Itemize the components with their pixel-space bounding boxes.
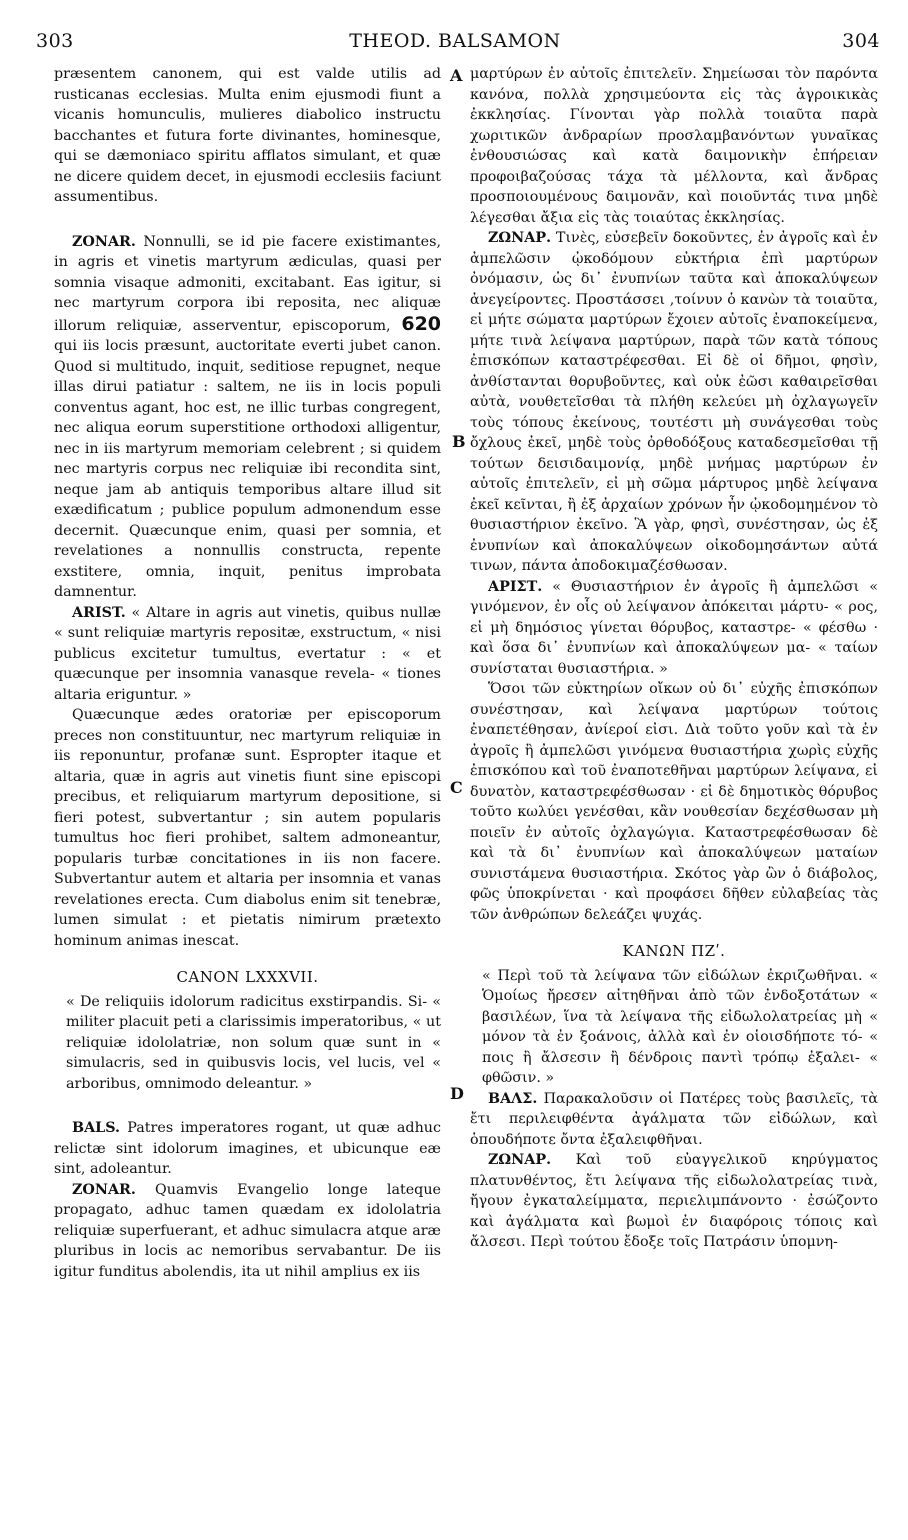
aristenus-text-greek: « Θυσιαστήριον ἐν ἀγροῖς ἢ ἀμπελῶσι « γινόμενον, ἐν οἷς οὐ λείψανον ἀπόκειται μάρτυ- « ρος, εἰ μὴ δημόσιος γίνεται θόρυβος, καταστρε- « φέσθω · καὶ ὅσα δι᾽ ἐνυπνίων καὶ ἀποκαλύψεων μα- « ταίων συνίσταται θυσιαστήρια. »: [470, 578, 878, 677]
greek-paragraph-osoi: Ὅσοι τῶν εὐκτηρίων οἴκων οὐ δι᾽ εὐχῆς ἐπισκόπων συνέστησαν, καὶ λείψανα μαρτύρων τούτοις ἐναπετέθησαν, ἀνίεροί εἰσι. Διὰ τοῦτο γοῦν καὶ τὰ ἐν ἀγροῖς ἢ ἀμπελῶσι γινόμενα θυσιαστήρια χωρὶς εὐχῆς ἐπισκόπου καὶ τοῦ ἐναποτεθῆναι μαρτύρων λείψανα, εἰ δυνατὸν, καταστρεφέσθωσαν · εἰ δὲ δημοτικὸς θόρυβος τοῦτο κωλύει γενέσθαι, κἂν νουθεσίαν δεχέσθωσαν μὴ ποιεῖν ἐν αὐτοῖς ὀχλαγώγια. Καταστρεφέσθωσαν δὲ καὶ τὰ δι᾽ ἐνυπνίων καὶ ἀποκαλύψεων ματαίων συνιστάμενα θυσιαστήρια. Σκότος γὰρ ὢν ὁ διάβολος, φῶς ὑποκρίνεται · καὶ προφάσει δῆθεν εὐλαβείας τὰς τῶν ἀνθρώπων δελεάζει ψυχάς.: [470, 681, 878, 923]
latin-aristenus-commentary: [54, 603, 441, 706]
page-number-right: 304: [842, 30, 880, 52]
canon-text-latin: « De reliquiis idolorum radicitus exstirpandis. Si- « militer placuit peti a clarissimis imperatoribus, « ut reliquiæ idololatriæ, non solum quæ sunt in « simulacris, sed in quibusvis locis, vel lucis, vel « arboribus, omnimodo deleantur. »: [66, 993, 441, 1092]
zonaras-text-2: Quamvis Evangelio longe lateque propagato, adhuc tamen quædam ex idololatria reliquiæ superfuerant, et adhuc simulacra atque aræ pluribus in locis ac nemoribus servabantur. De iis igitur funditus abolendis, ita ut nihil amplius ex iis: [54, 1181, 441, 1280]
column-number-620: 620: [401, 312, 442, 335]
canon-heading-latin: CANON LXXXVII.: [176, 968, 319, 986]
balsamon-label: BALS.: [72, 1120, 121, 1136]
greek-paragraph-1: μαρτύρων ἐν αὐτοῖς ἐπιτελεῖν. Σημείωσαι τὸν παρόντα κανόνα, πολλὰ χρησιμεύοντα εἰς τὰς ἀγροικικὰς ἐκκλησίας. Γίνονται γὰρ πολλὰ τοιαῦτα παρὰ χωριτικῶν ἀνδραρίων προσλαμβανόντων γυναῖκας ἐνθουσιώσας καὶ κατὰ δαιμονικὴν ἐπήρειαν προφοιβαζούσας τάχα τὰ μέλλοντα, καὶ ἄνδρας προσποιουμένους δαιμονᾶν, καὶ ποιοῦντάς τινα μηδὲ λέγεσθαι ἄξια εἰς τὰς τοιαύτας ἐκκλησίας.: [470, 66, 878, 226]
greek-zonaras-commentary: [470, 228, 878, 577]
balsamon-text-greek: Παρακαλοῦσιν οἱ Πατέρες τοὺς βασιλεῖς, τὰ ἔτι περιλειφθέντα ἀγάλματα τῶν εἰδώλων, καὶ ὁπουδήποτε ὄντα ἐξαλειφθῆναι.: [470, 1090, 878, 1148]
latin-zonaras-commentary-2: [54, 1180, 441, 1283]
greek-balsamon-commentary: [470, 1089, 878, 1151]
zonaras-label-2: ZONAR.: [72, 1181, 136, 1198]
zonaras-label-greek-2: ΖΩΝΑΡ.: [488, 1152, 552, 1168]
latin-column: [54, 64, 441, 1282]
zonaras-text-a: Nonnulli, se id pie facere existimantes, in agris et vinetis martyrum ædiculas, quasi per somnia visaque admoniti, excitabant. Eas igitur, si nec martyrum corpora ibi reposita, nec aliquæ illorum reliquiæ, asserventur, episcoporum,: [54, 233, 442, 334]
greek-zonaras-commentary-2: [470, 1150, 878, 1253]
page-number-left: 303: [36, 30, 74, 52]
aristenus-label: ARIST.: [72, 604, 126, 621]
margin-mark-c: C: [450, 778, 463, 797]
latin-paragraph-1: præsentem canonem, qui est valde utilis ad rusticanas ecclesias. Multa enim ejusmodi fiunt a vicanis homunculis, mulieres diabolico instructu bacchantes et futura forte divinantes, hominesque, qui se dæmoniaco spiritu afflatos simulant, et quæ ne dicere quidem decet, in ejusmodi ecclesiis faciunt assumentibus.: [54, 66, 441, 205]
aristenus-text: « Altare in agris aut vinetis, quibus nullæ « sunt reliquiæ martyris repositæ, exstructum, « nisi publicus excitetur tumultus, evertatur : « et quæcunque per insomnia vanasque revela- « tiones altaria eriguntur. »: [54, 604, 442, 703]
running-title: THEOD. BALSAMON: [349, 30, 561, 52]
zonaras-label-greek: ΖΩΝΑΡ.: [488, 230, 552, 246]
page-header: [30, 30, 880, 56]
zonaras-text-greek: Τινὲς, εὐσεβεῖν δοκοῦντες, ἐν ἀγροῖς καὶ ἐν ἀμπελῶσιν ᾠκοδόμουν εὐκτήρια ἐπὶ μαρτύρων ὀνόμασιν, ὡς δι᾽ ἐνυπνίων ταῦτα καὶ ἀποκαλύψεων ἀνεγείροντες. Προστάσσει ,τοίνυν ὁ κανὼν τὰ τοιαῦτα, εἰ μήτε σώματα μαρτύρων ἔχοιεν αὐτοῖς ἐναποκείμενα, μήτε τινὰ λείψανα μαρτύρων, παρὰ τῶν κατὰ τόπους ἐπισκόπων καταστρέφεσθαι. Εἰ δὲ οἱ δῆμοι, φησὶν, ἀνθίστανται θορυβοῦντες, καὶ οὐκ ἐῶσι καθαιρεῖσθαι αὐτὰ, νουθετεῖσθαι τὰ πλήθη κελεύει μὴ ὀχλαγωγεῖν τοὺς τόπους ἐκείνους, τουτέστι μὴ συνάγεσθαι τοὺς ὄχλους ἐκεῖ, μηδὲ τοὺς ὀρθοδόξους καταδεσμεῖσθαι τῇ τούτων δεισιδαιμονίᾳ, μηδὲ μνήμας μαρτύρων ἐν αὐτοῖς ἐπιτελεῖν, εἰ μὴ σῶμα μάρτυρος μηδὲ λείψανα ἐκεῖ κεῖνται, ἢ ἐξ ἀρχαίων χρόνων ἦν ᾠκοδομημένον τὸ θυσιαστήριον ἐκεῖνο. Ἃ γὰρ, φησὶ, συνέστησαν, ὡς ἐξ ἐνυπνίων καὶ ἀποκαλύψεων οἰκοδομησάντων αὐτά τινων, πάντα ἀποδοκιμαζέσθωσαν.: [470, 230, 878, 574]
balsamon-text: Patres imperatores rogant, ut quæ adhuc relictæ sint idolorum imagines, et ubicunque eæ sint, adoleantur.: [54, 1120, 442, 1177]
canon-text-greek: « Περὶ τοῦ τὰ λείψανα τῶν εἰδώλων ἐκριζωθῆναι. « Ὁμοίως ἤρεσεν αἰτηθῆναι ἀπὸ τῶν ἐνδοξοτάτων « βασιλέων, ἵνα τὰ λείψανα τῆς εἰδωλολατρείας μὴ « μόνον τὰ ἐν ξοάνοις, ἀλλὰ καὶ ἐν οἱοισδήποτε τό- « ποις ἢ ἄλσεσιν ἢ δένδροις παντὶ τρόπῳ ἐξαλει- « φθῶσιν. »: [482, 967, 878, 1086]
margin-mark-a: A: [450, 66, 463, 85]
canon-heading-greek: ΚΑΝΩΝ ΠΖʹ.: [622, 942, 726, 960]
zonaras-label: ZONAR.: [72, 233, 136, 250]
latin-zonaras-commentary: [54, 232, 441, 603]
zonaras-text-b: qui iis locis præsunt, auctoritate everti jubet canon. Quod si multitudo, inquit, seditiose repugnet, neque illas dirui patiatur : saltem, ne iis in locis populi conventus agant, hoc est, ne illic turbas congregent, nec aliqua eorum superstitione orthodoxi alligentur, nec in iis martyrum memoriam celebrent ; si quidem nec martyris corpus nec reliquiæ ibi recondita sint, neque jam ab antiquis temporibus altare illud sit exædificatum ; publice populum admonendum esse decernit. Quæcunque enim, quasi per somnia, et revelationes a nonnullis constructa, repente exstitere, omnia, inquit, penitus improbata damnentur.: [54, 338, 441, 600]
margin-mark-b: B: [452, 432, 466, 451]
aristenus-label-greek: ΑΡΙΣΤ.: [488, 578, 543, 595]
balsamon-label-greek: ΒΑΛΣ.: [488, 1090, 538, 1107]
latin-paragraph-quaecunque: Quæcunque ædes oratoriæ per episcoporum preces non constituuntur, nec martyrum reliquiæ in iis reponuntur, profanæ sunt. Espropter itaque et altaria, quæ in agris aut vinetis fiunt sine episcopi precibus, et reliquiarum martyrum depositione, si fieri potest, subvertantur ; sin autem popularis tumultus hoc fieri prohibet, saltem admoneantur, popularis turbæ concitationes in iis non facere. Subvertantur autem et altaria per insomnia et vanas revelationes erecta. Cum diabolus enim sit tenebræ, lumen simulat : et pietatis nimirum prætexto hominum animas inescat.: [54, 707, 441, 949]
latin-balsamon-commentary: [54, 1118, 441, 1180]
greek-column: [470, 64, 878, 1253]
greek-aristenus-commentary: [470, 577, 878, 680]
zonaras-text-greek-2: Καὶ τοῦ εὐαγγελικοῦ κηρύγματος πλατυνθέντος, ἔτι λείψανα τῆς εἰδωλολατρείας τινὰ, ἤγουν ἐγκαταλείμματα, περιελιμπάνοντο · ἐσώζοντο καὶ ἀγάλματα καὶ βωμοὶ ἐν διαφόροις τόποις καὶ ἄλσεσι. Περὶ τούτου ἔδοξε τοῖς Πατράσιν ὑπομνη-: [470, 1152, 879, 1250]
margin-mark-d: D: [450, 1084, 464, 1103]
